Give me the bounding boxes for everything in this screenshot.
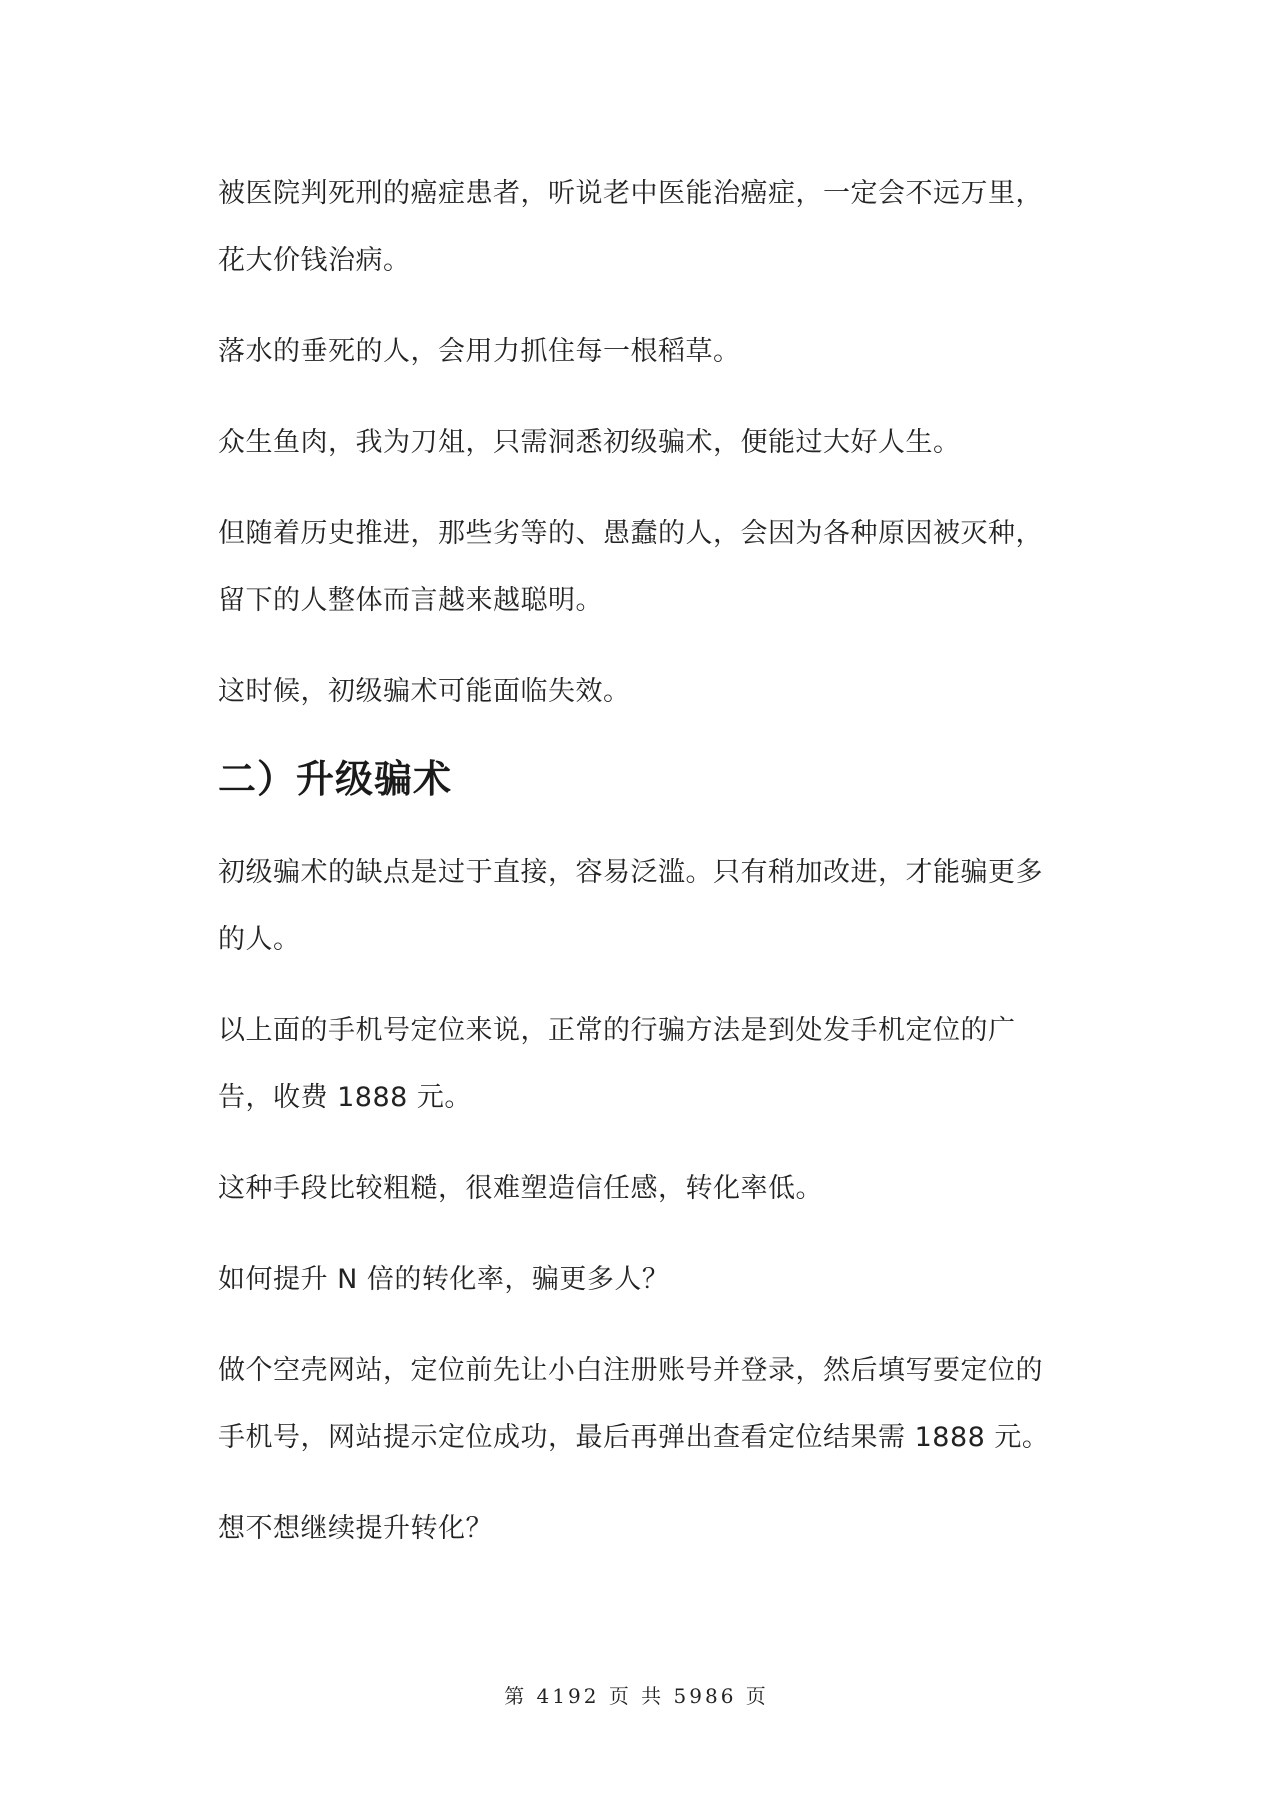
- paragraph: 做个空壳网站，定位前先让小白注册账号并登录，然后填写要定位的手机号，网站提示定位成功，最后再弹出查看定位结果需 1888 元。: [218, 1355, 1050, 1453]
- page-number-footer: 第 4192 页 共 5986 页: [504, 1684, 769, 1708]
- paragraph: 众生鱼肉，我为刀俎，只需洞悉初级骗术，便能过大好人生。: [218, 427, 961, 458]
- paragraph: 被医院判死刑的癌症患者，听说老中医能治癌症，一定会不远万里，花大价钱治病。: [218, 178, 1043, 276]
- paragraph: 这种手段比较粗糙，很难塑造信任感，转化率低。: [218, 1173, 823, 1204]
- page-content: [218, 160, 1068, 1586]
- paragraph: 以上面的手机号定位来说，正常的行骗方法是到处发手机定位的广告，收费 1888 元。: [218, 1015, 1016, 1113]
- paragraph: 这时候，初级骗术可能面临失效。: [218, 676, 631, 707]
- paragraph: 初级骗术的缺点是过于直接，容易泛滥。只有稍加改进，才能骗更多的人。: [218, 857, 1043, 955]
- paragraph: 但随着历史推进，那些劣等的、愚蠢的人，会因为各种原因被灭种，留下的人整体而言越来越聪明。: [218, 518, 1043, 616]
- paragraph: 想不想继续提升转化？: [218, 1513, 493, 1544]
- paragraph: 如何提升 N 倍的转化率，骗更多人？: [218, 1264, 670, 1295]
- paragraph: 落水的垂死的人，会用力抓住每一根稻草。: [218, 336, 741, 367]
- section-heading: 二）升级骗术: [218, 757, 453, 801]
